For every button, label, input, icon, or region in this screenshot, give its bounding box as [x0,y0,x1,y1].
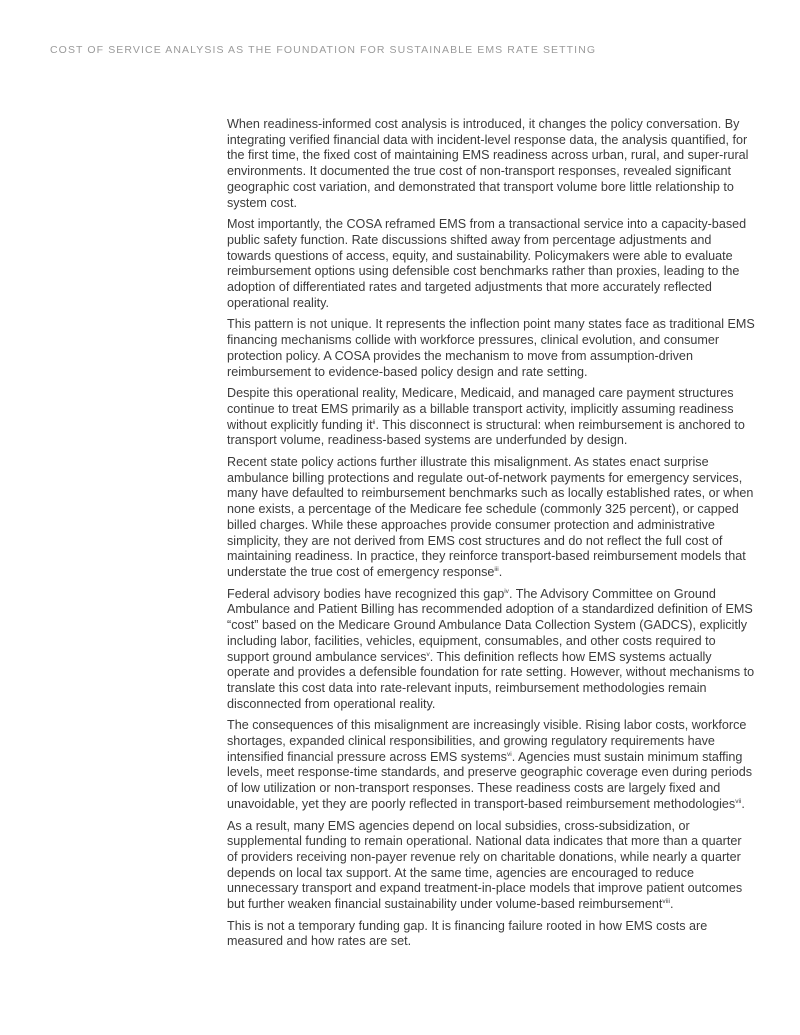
paragraph-text: . [498,564,503,579]
paragraph-1: When readiness-informed cost analysis is introduced, it changes the policy conversation. By integrating verified financial data with incident-level response data, the analysis quantified, for the first time, the fixed cost of maintaining EMS readiness across urban, rural, and super-rural environments. It documented the true cost of non-transport responses, revealed significant geographic cost variation, and demonstrated that transport volume bore little relationship to system cost. [227,117,749,210]
paragraph-text: As a result, many EMS agencies depend on local subsidies, cross-subsidization, or supplemental funding to remain operational. National data indicates that more than a quarter of providers receiving non-payer revenue rely on charitable donations, while nearly a quarter depends on local tax support. At the same time, agencies are encouraged to reduce unnecessary transport and expand treatment-in-place models that improve patient outcomes but further weaken financial sustainability under volume-based reimbursement [227,818,743,912]
paragraph-text: . This definition reflects how EMS systems actually operate and provides a defensible foundation for rate setting. However, without mechanisms to translate this cost data into rate-relevant inputs, reimbursement methodologies remain disconnected from operational reality. [227,649,755,711]
paragraph-9: This is not a temporary funding gap. It is financing failure rooted in how EMS costs are measured and how rates are set. [227,918,708,949]
paragraph-6 [227,587,755,713]
footnote-ref[interactable]: vi [506,750,512,758]
paragraph-text: Despite this operational reality, Medicare, Medicaid, and managed care payment structures continue to treat EMS primarily as a billable transport activity, implicitly assuming readiness without explicitly funding it [227,386,734,432]
footnote-ref[interactable]: viii [662,897,671,905]
paragraph-3: This pattern is not unique. It represents the inflection point many states face as traditional EMS financing mechanisms collide with workforce pressures, clinical evolution, and consumer protection policy. A COSA provides the mechanism to move from assumption-driven reimbursement to evidence-based policy design and rate setting. [227,317,755,379]
paragraph-text: . [741,796,745,811]
paragraph-text: . Agencies must sustain minimum staffing levels, meet response-time standards, and preserve geographic coverage even during periods of low utilization or non-transport responses. These readiness costs are largely fixed and unavoidable, yet they are poorly reflected in transport-based reimbursement methodologies [227,749,753,811]
paragraph-text: . [670,897,674,912]
paragraph-text: Federal advisory bodies have recognized this gap [227,586,505,601]
paragraph-text: . The Advisory Committee on Ground Ambulance and Patient Billing has recommended adoption of a standardized definition of EMS “cost” based on the Medicare Ground Ambulance Data Collection System (GADCS), explicitly including labor, facilities, vehicles, equipment, consumables, and other costs required to support ground ambulance services [227,586,753,664]
paragraph-text: The consequences of this misalignment are increasingly visible. Rising labor costs, workforce shortages, expanded clinical responsibilities, and growing regulatory requirements have intensified financial pressure across EMS systems [227,718,747,764]
running-header: COST OF SERVICE ANALYSIS AS THE FOUNDATION FOR SUSTAINABLE EMS RATE SETTING [50,44,597,56]
footnote-ref[interactable]: vii [735,797,742,805]
paragraph-5 [227,455,755,581]
body-text [227,117,755,956]
paragraph-2: Most importantly, the COSA reframed EMS from a transactional service into a capacity-based public safety function. Rate discussions shifted away from percentage adjustments and towards questions of access, equity, and sustainability. Policymakers were able to evaluate reimbursement options using defensible cost benchmarks rather than proxies, leading to the adoption of differentiated rates and targeted adjustments that more accurately reflected operational reality. [227,217,747,310]
footnote-ref[interactable]: ii [372,418,376,426]
footnote-ref[interactable]: v [426,650,430,658]
footnote-ref[interactable]: iii [494,565,499,573]
footnote-ref[interactable]: iv [504,587,509,595]
paragraph-text: Recent state policy actions further illustrate this misalignment. As states enact surprise ambulance billing protections and regulate out-of-network payments for emergency services, many have defaulted to reimbursement benchmarks such as locally established rates, or when none exists, a percentage of the Medicare fee schedule (commonly 325 percent), or capped billed charges. While these approaches provide consumer protection and administrative simplicity, they are not derived from EMS cost structures and do not reflect the full cost of maintaining readiness. In practice, they reinforce transport-based reimbursement models that understate the true cost of emergency response [227,455,754,579]
paragraph-7 [227,718,755,812]
paragraph-4 [227,386,755,449]
paragraph-8 [227,819,755,913]
paragraph-text: . This disconnect is structural: when reimbursement is anchored to transport volume, readiness-based systems are underfunded by design. [227,417,745,448]
